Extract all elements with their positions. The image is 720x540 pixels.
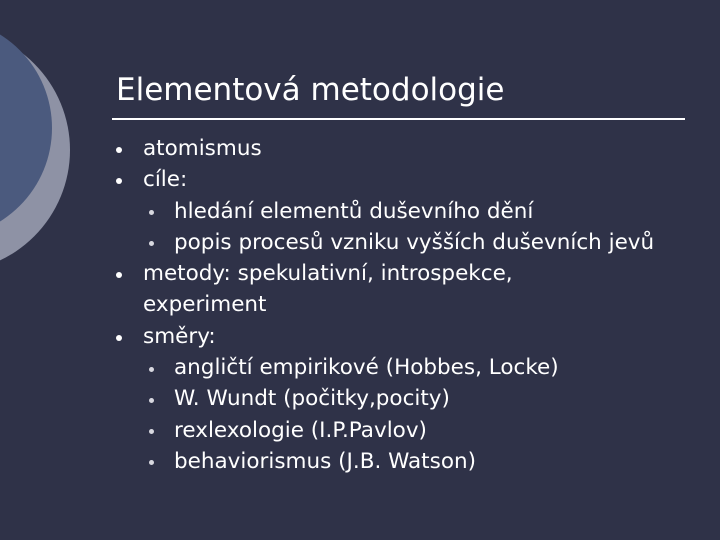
sub-bullet-text: behaviorismus (J.B. Watson): [174, 448, 476, 474]
sub-bullet-text: rexlexologie (I.P.Pavlov): [174, 417, 427, 443]
sub-bullet-text: angličtí empirikové (Hobbes, Locke): [174, 355, 559, 381]
bullet-dot: [116, 335, 122, 341]
sub-bullet-item: [0, 227, 664, 258]
sub-bullet-text: hledání elementů duševního dění: [174, 198, 534, 224]
bullet-text: atomismus: [143, 136, 262, 161]
bullet-text: metody: spekulativní, introspekce, experiment: [143, 261, 513, 318]
sub-bullet-dot: [149, 429, 154, 434]
title-underline: [112, 118, 685, 120]
sub-bullet-text: W. Wundt (počitky,pocity): [174, 386, 450, 412]
sub-bullet-dot: [149, 241, 154, 246]
sub-bullet-item: [0, 415, 664, 446]
bullet-dot: [116, 147, 122, 153]
bullet-list: [0, 133, 720, 477]
bullet-item: [0, 133, 593, 164]
sub-bullet-item: [0, 446, 664, 477]
sub-bullet-item: [0, 196, 664, 227]
bullet-item: [0, 321, 593, 352]
bullet-dot: [116, 272, 122, 278]
sub-bullet-dot: [149, 367, 154, 372]
bullet-text: cíle:: [143, 167, 188, 193]
bullet-text: směry:: [143, 323, 216, 349]
bullet-item: [0, 164, 593, 195]
bullet-item: [0, 258, 593, 321]
sub-bullet-item: [0, 352, 664, 383]
slide-title: Elementová metodologie: [116, 72, 505, 108]
sub-bullet-dot: [149, 460, 154, 465]
sub-bullet-dot: [149, 398, 154, 403]
sub-bullet-item: [0, 383, 664, 414]
sub-bullet-dot: [149, 210, 154, 215]
sub-bullet-text: popis procesů vzniku vyšších duševních jevů: [174, 229, 655, 255]
bullet-dot: [116, 178, 122, 184]
